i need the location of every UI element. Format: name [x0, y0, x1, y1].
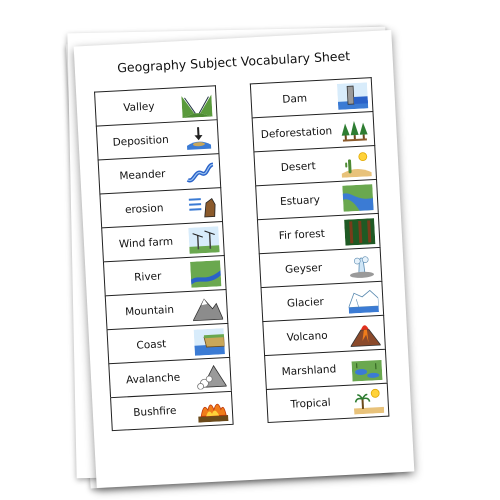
vocab-label: Fir forest [278, 227, 326, 242]
meander-icon [185, 158, 216, 186]
vocab-label: Valley [122, 99, 155, 114]
vocab-cell [110, 391, 234, 431]
right-column [250, 77, 390, 423]
vocab-label: Deposition [112, 133, 170, 149]
glacier-icon [348, 286, 379, 314]
estuary-icon [342, 184, 373, 212]
deposition-icon [183, 124, 214, 152]
vocab-label: Volcano [286, 329, 328, 344]
wind-farm-icon [188, 226, 219, 254]
vocab-label: Geyser [284, 261, 323, 276]
bushfire-icon [197, 395, 228, 423]
deforestation-icon [339, 116, 370, 144]
vocab-label: Avalanche [125, 371, 181, 386]
volcano-icon [349, 319, 380, 347]
vocab-label: Estuary [279, 193, 321, 208]
vocab-label: Tropical [290, 396, 331, 411]
erosion-icon [186, 192, 217, 220]
coast-icon [194, 328, 225, 356]
vocab-label: Wind farm [118, 235, 174, 251]
fir-forest-icon [344, 218, 375, 246]
vocab-label: Bushfire [133, 404, 177, 419]
dam-icon [337, 82, 368, 110]
vocab-label: Glacier [286, 295, 325, 310]
vocab-label: River [133, 269, 162, 284]
vocab-label: Coast [136, 337, 167, 352]
vocab-cell [266, 383, 390, 423]
desert-icon [340, 150, 371, 178]
vocab-label: erosion [124, 201, 164, 216]
marshland-icon [351, 353, 382, 381]
left-column [94, 85, 234, 431]
mountain-icon [192, 294, 223, 322]
vocab-label: Dam [282, 91, 308, 106]
vocab-label: Deforestation [260, 124, 333, 141]
vocab-label: Marshland [281, 362, 337, 378]
vocabulary-sheet [74, 30, 415, 488]
valley-icon [181, 90, 212, 118]
geyser-icon [346, 252, 377, 280]
avalanche-icon [195, 362, 226, 390]
vocab-label: Meander [119, 167, 166, 182]
tropical-icon [353, 387, 384, 415]
river-icon [190, 260, 221, 288]
vocab-label: Mountain [124, 303, 175, 318]
sheet-title: Geography Subject Vocabulary Sheet [116, 48, 351, 76]
vocab-label: Desert [280, 159, 316, 174]
